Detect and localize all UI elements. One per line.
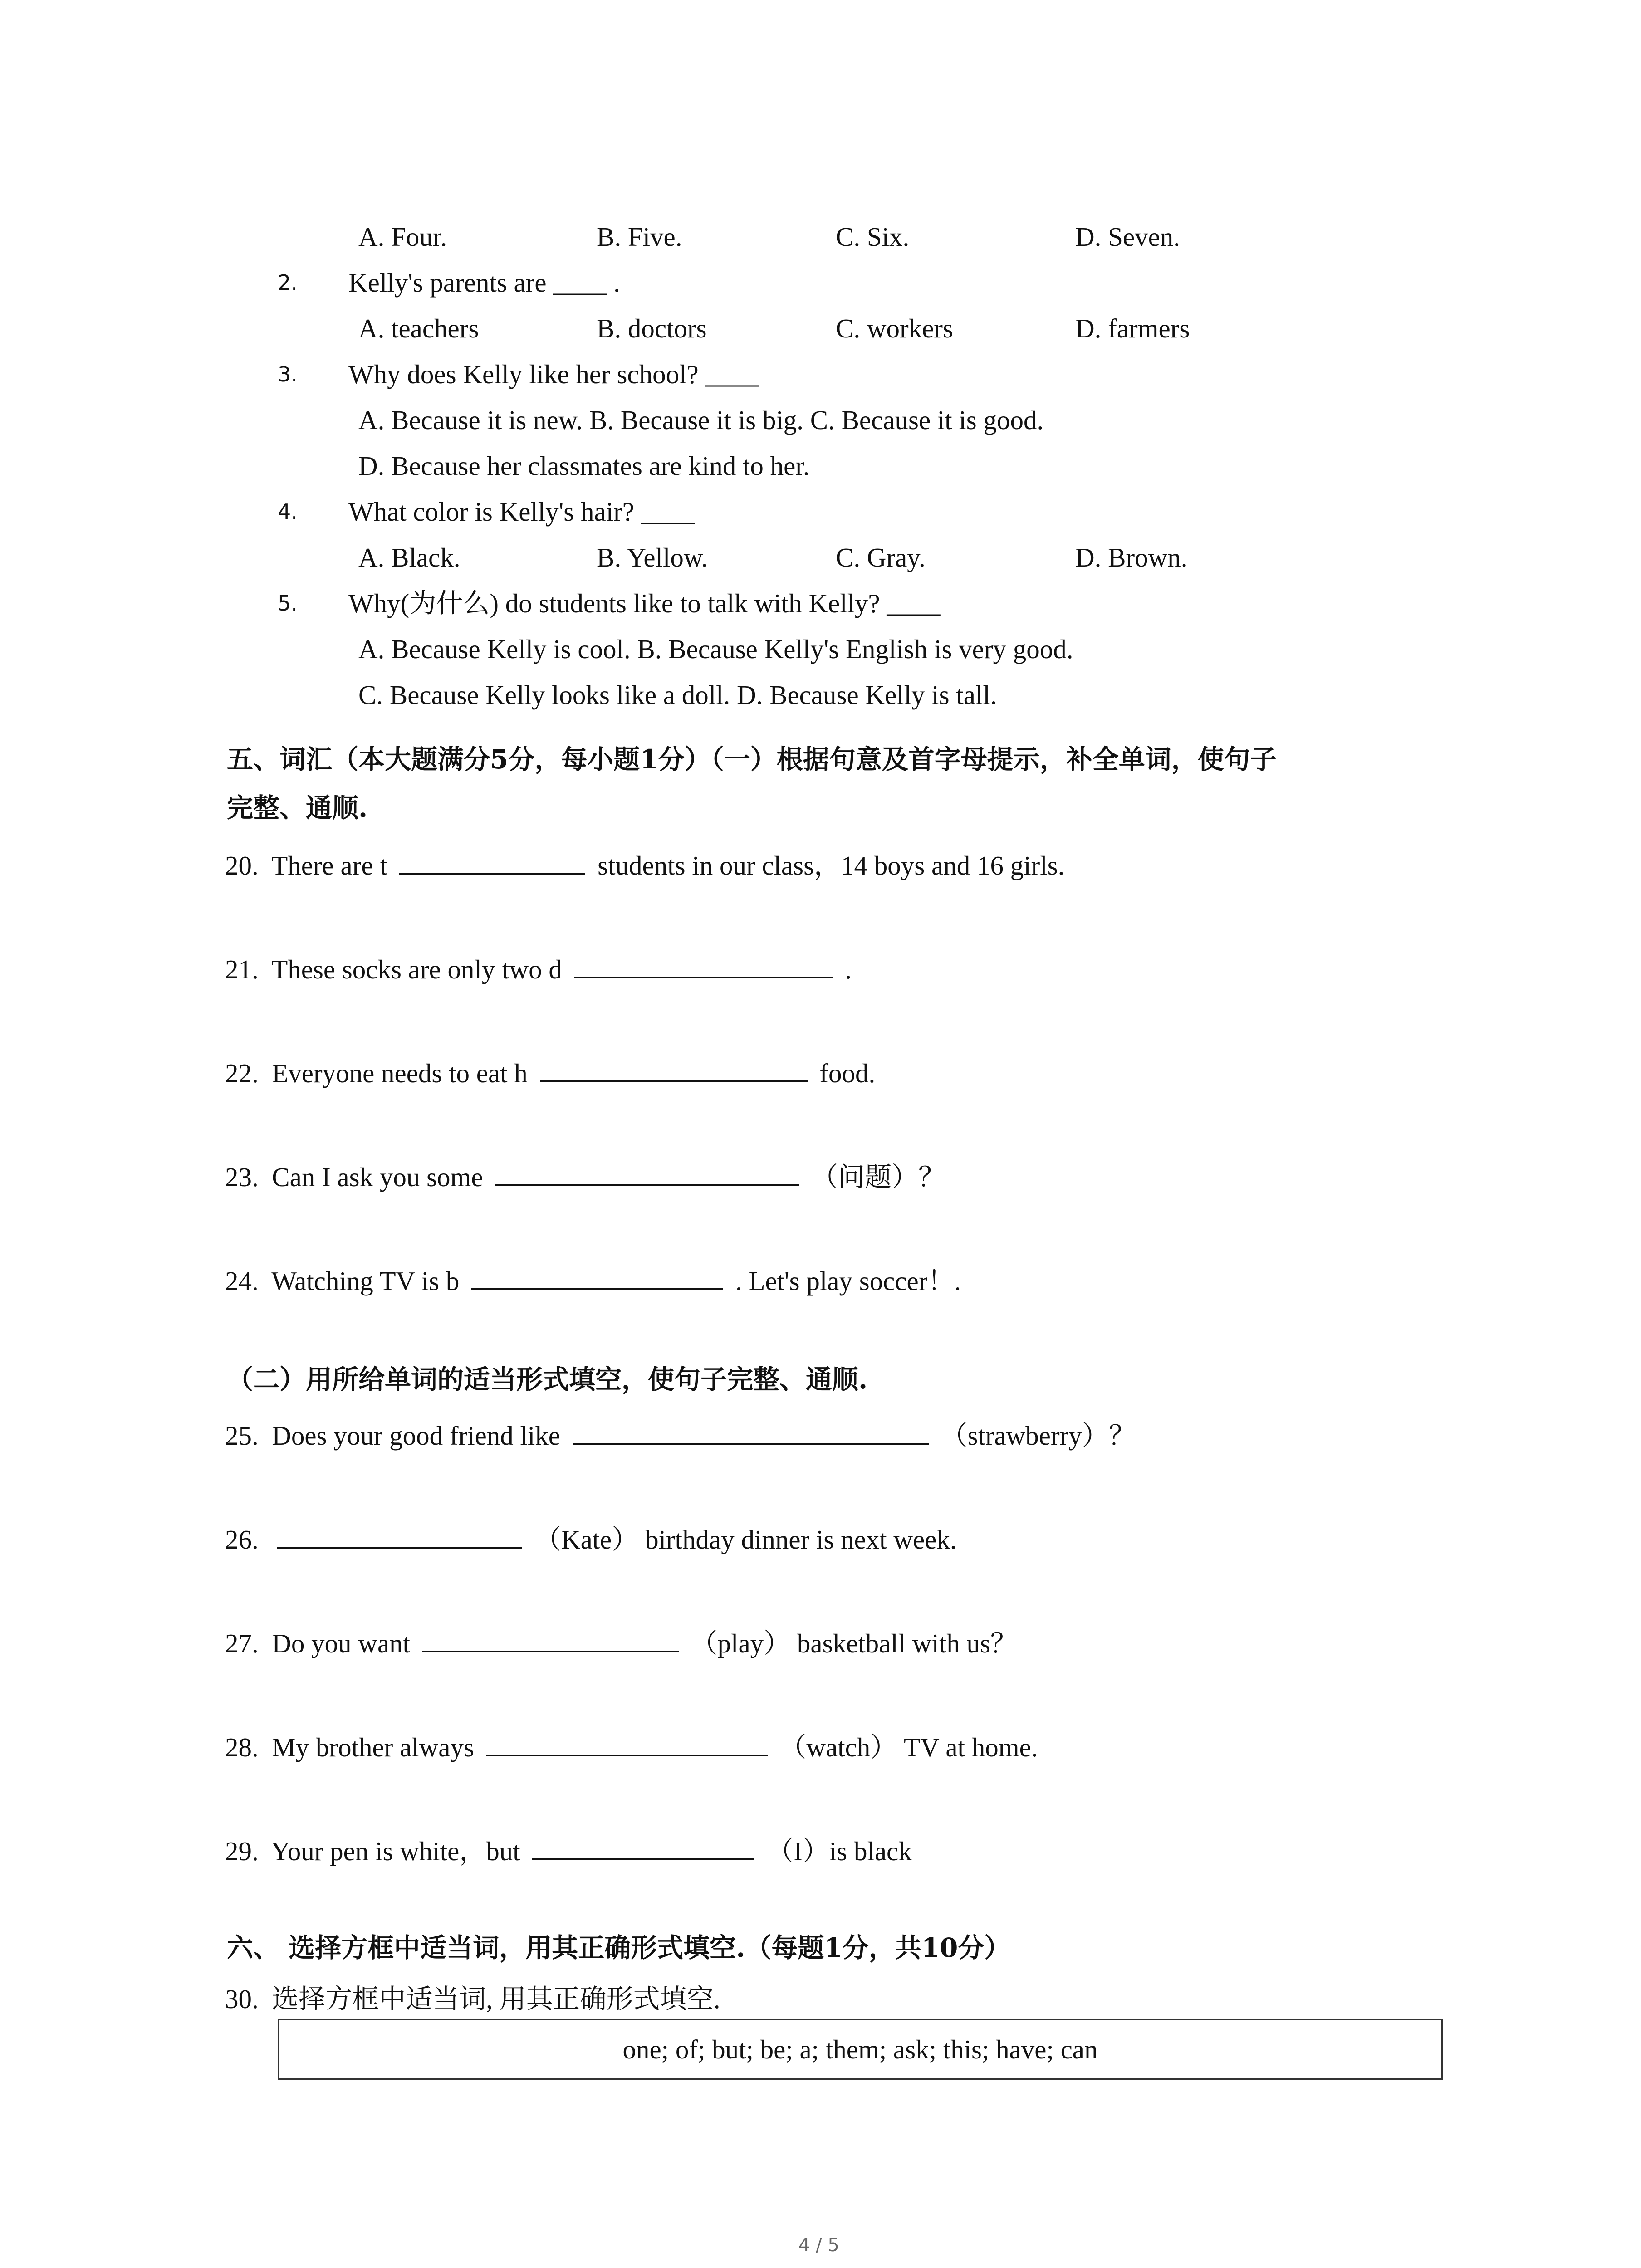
word-box [278, 2019, 1443, 2080]
item-text-before: Everyone needs to eat h [272, 1058, 528, 1088]
item-number: 25. [225, 1421, 259, 1451]
item-number: 24. [225, 1266, 259, 1296]
item-number: 27. [225, 1628, 259, 1658]
item-text-before: Can I ask you some [272, 1162, 483, 1192]
q2-option-b: B. doctors [597, 313, 707, 343]
item-21 [225, 952, 852, 983]
section-heading: 五、词汇（本大题满分5分，每小题1分）（一）根据句意及首字母提示，补全单词，使句子 [227, 744, 1277, 775]
item-text-before: These socks are only two d [271, 954, 562, 984]
item-22 [225, 1056, 875, 1087]
item-28 [225, 1730, 1038, 1761]
item-text-after: （I）is black [767, 1836, 912, 1866]
q4-option-d: D. Brown. [1075, 543, 1188, 572]
item-number: 30. [225, 1984, 259, 2014]
item-27 [225, 1626, 1017, 1657]
item-number: 22. [225, 1058, 259, 1088]
item-text-after: . Let's play soccer！. [735, 1266, 961, 1296]
answer-blank[interactable] [540, 1056, 808, 1082]
page-number: 4 / 5 [798, 2235, 839, 2256]
subsection-heading: （二）用所给单词的适当形式填空，使句子完整、通顺. [227, 1364, 868, 1395]
item-text-before: My brother always [272, 1732, 474, 1762]
q1-option-c: C. Six. [836, 222, 910, 252]
item-number: 20. [225, 850, 259, 880]
answer-blank[interactable] [422, 1626, 679, 1652]
item-number: 23. [225, 1162, 259, 1192]
answer-blank[interactable] [486, 1730, 768, 1756]
q3-options-line1: A. Because it is new. B. Because it is big. C. Because it is good. [358, 405, 1044, 435]
item-text: 选择方框中适当词, 用其正确形式填空. [272, 1984, 720, 2014]
item-text-after: food. [819, 1058, 876, 1088]
item-24 [225, 1264, 961, 1295]
item-text-before: Do you want [272, 1628, 411, 1658]
item-text-after: （play） basketball with us？ [691, 1628, 1017, 1658]
question-number: 2. [278, 270, 298, 295]
item-25 [225, 1418, 1136, 1449]
item-29 [225, 1834, 912, 1865]
answer-blank[interactable] [277, 1522, 522, 1549]
q1-option-a: A. Four. [358, 222, 447, 252]
item-text-before: Watching TV is b [271, 1266, 460, 1296]
section-heading-cont: 完整、通顺. [227, 792, 368, 823]
item-text-after: （Kate） birthday dinner is next week. [534, 1525, 957, 1554]
question-number: 5. [278, 591, 298, 616]
item-30 [225, 1986, 720, 2013]
answer-blank[interactable] [532, 1834, 754, 1860]
answer-blank[interactable] [471, 1264, 723, 1290]
item-number: 26. [225, 1525, 259, 1554]
answer-blank[interactable] [399, 848, 585, 875]
item-23 [225, 1160, 945, 1191]
question-text: What color is Kelly's hair? ____ [348, 497, 695, 527]
q4-option-a: A. Black. [358, 543, 460, 572]
question-number: 4. [278, 499, 298, 524]
item-text-after: （问题）？ [811, 1162, 945, 1192]
q1-option-b: B. Five. [597, 222, 682, 252]
question-text: Why does Kelly like her school? ____ [348, 359, 759, 389]
item-number: 29. [225, 1836, 259, 1866]
item-number: 21. [225, 954, 259, 984]
answer-blank[interactable] [495, 1160, 799, 1186]
item-20 [225, 848, 1064, 879]
answer-blank[interactable] [574, 952, 833, 978]
question-text: Why(为什么) do students like to talk with Kelly? ____ [348, 588, 941, 618]
q2-option-a: A. teachers [358, 313, 479, 343]
section-heading: 六、 选择方框中适当词，用其正确形式填空.（每题1分，共10分） [227, 1932, 1011, 1963]
item-number: 28. [225, 1732, 259, 1762]
q2-option-c: C. workers [836, 313, 953, 343]
item-text-before: Your pen is white，but [271, 1836, 520, 1866]
question-text: Kelly's parents are ____ . [348, 268, 620, 298]
q2-option-d: D. farmers [1075, 313, 1190, 343]
q1-option-d: D. Seven. [1075, 222, 1181, 252]
item-text-after: （watch） TV at home. [779, 1732, 1038, 1762]
q4-option-b: B. Yellow. [597, 543, 708, 572]
q5-options-line2: C. Because Kelly looks like a doll. D. Because Kelly is tall. [358, 680, 997, 710]
q5-options-line1: A. Because Kelly is cool. B. Because Kelly's English is very good. [358, 634, 1073, 664]
item-26 [225, 1522, 957, 1553]
item-text-before: There are t [271, 850, 387, 880]
q4-option-c: C. Gray. [836, 543, 926, 572]
answer-blank[interactable] [573, 1418, 929, 1445]
item-text-after: （strawberry）？ [941, 1421, 1136, 1451]
item-text-after: . [845, 954, 852, 984]
item-text-after: students in our class，14 boys and 16 girls. [598, 850, 1065, 880]
q3-options-line2: D. Because her classmates are kind to her. [358, 451, 810, 481]
word-box-text: one; of; but; be; a; them; ask; this; have; can [622, 2034, 1098, 2064]
item-text-before: Does your good friend like [272, 1421, 560, 1451]
question-number: 3. [278, 362, 298, 386]
